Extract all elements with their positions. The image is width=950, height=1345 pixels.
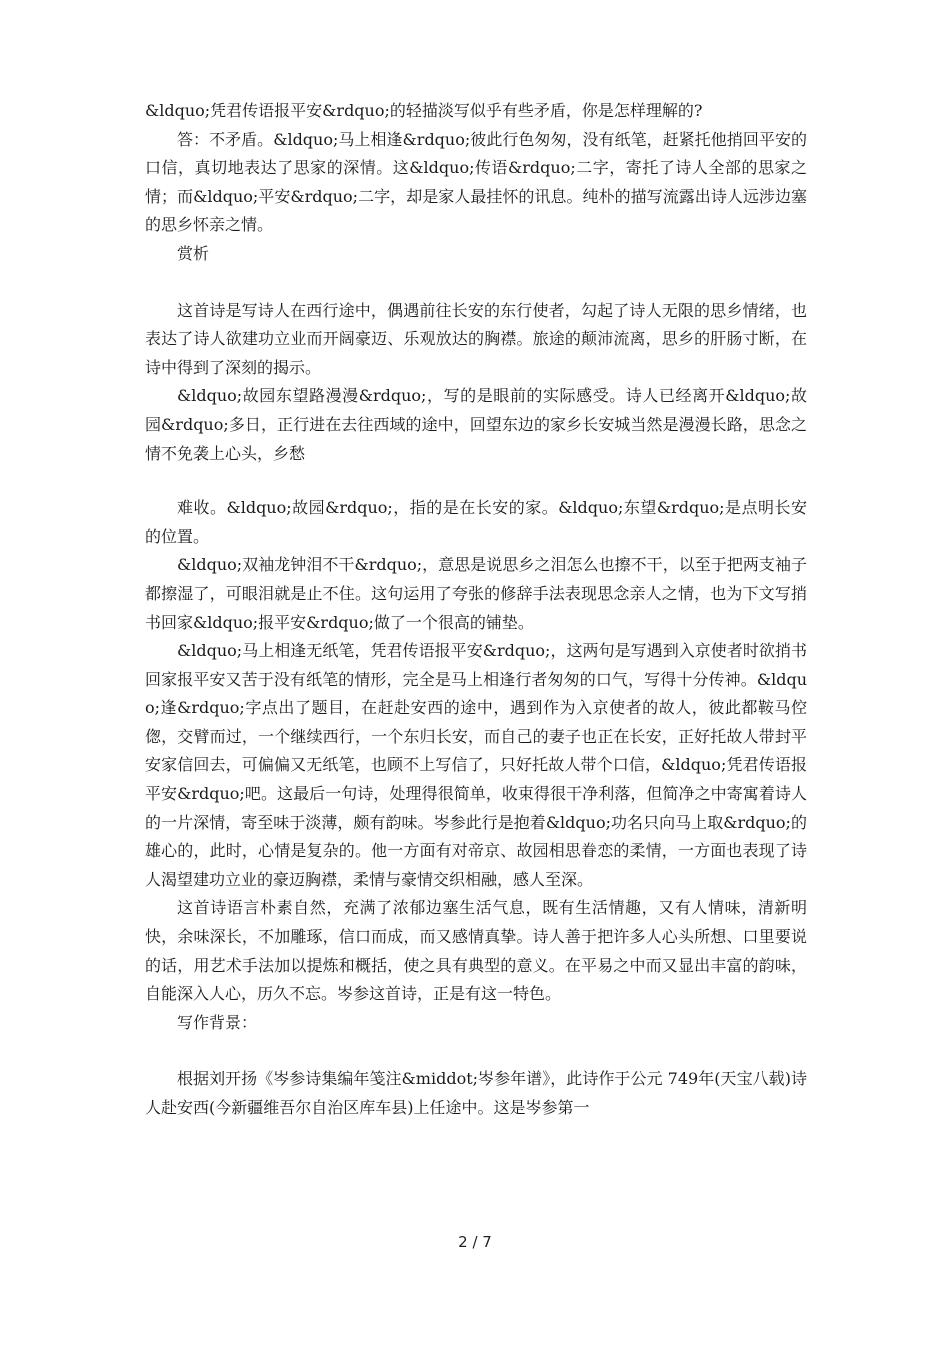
document-body [145,97,807,1123]
section-heading-background: 写作背景： [177,1012,258,1032]
paragraph-background: 根据刘开扬《岑参诗集编年笺注&middot;岑参年谱》，此诗作于公元 749年(天宝八载)诗人赴安西(今新疆维吾尔自治区库车县)上任途中。这是岑参第一 [145,1069,807,1117]
blank-line [145,1037,807,1065]
paragraph-lines-three-four: &ldquo;马上相逢无纸笔，凭君传语报平安&rdquo;，这两句是写遇到入京使者时欲捎书回家报平安又苦于没有纸笔的情形，完全是马上相逢行者匆匆的口气，写得十分传神。&ldquo;逢&rdquo;字点出了题目，在赶赴安西的途中，遇到作为入京使者的故人，彼此都鞍马倥偬，交臂而过，一个继续西行，一个东归长安，而自己的妻子也正在长安，正好托故人带封平安家信回去，可偏偏又无纸笔，也顾不上写信了，只好托故人带个口信，&ldquo;凭君传语报平安&rdquo;吧。这最后一句诗，处理得很简单，收束得很干净利落，但简净之中寄寓着诗人的一片深情，寄至味于淡薄，颇有韵味。岑参此行是抱着&ldquo;功名只向马上取&rdquo;的雄心的，此时，心情是复杂的。他一方面有对帝京、故园相思眷恋的柔情，一方面也表现了诗人渴望建功立业的豪迈胸襟，柔情与豪情交织相融，感人至深。 [145,641,807,889]
blank-line [145,269,807,297]
paragraph-appreciation-intro: 这首诗是写诗人在西行途中，偶遇前往长安的东行使者，勾起了诗人无限的思乡情绪，也表达了诗人欲建功立业而开阔豪迈、乐观放达的胸襟。旅途的颠沛流离，思乡的肝肠寸断，在诗中得到了深刻的揭示。 [145,300,807,377]
blank-line [145,468,807,494]
paragraph-line-one: &ldquo;故园东望路漫漫&rdquo;，写的是眼前的实际感受。诗人已经离开&ldquo;故园&rdquo;多日，正行进在去往西域的途中，回望东边的家乡长安城当然是漫漫长路，思念之情不免袭上心头，乡愁 [145,386,807,463]
paragraph-continuation: 难收。&ldquo;故园&rdquo;，指的是在长安的家。&ldquo;东望&rdquo;是点明长安的位置。 [145,498,807,546]
paragraph-answer: 答：不矛盾。&ldquo;马上相逢&rdquo;彼此行色匆匆，没有纸笔，赶紧托他捎回平安的口信，真切地表达了思家的深情。这&ldquo;传语&rdquo;二字，寄托了诗人全部的思家之情；而&ldquo;平安&rdquo;二字，却是家人最挂怀的讯息。纯朴的描写流露出诗人远涉边塞的思乡怀亲之情。 [145,129,807,235]
section-heading-appreciation: 赏析 [177,243,210,263]
page-number: 2 / 7 [458,1233,492,1251]
paragraph-language: 这首诗语言朴素自然，充满了浓郁边塞生活气息，既有生活情趣，又有人情味，清新明快，余味深长，不加雕琢，信口而成，而又感情真挚。诗人善于把许多人心头所想、口里要说的话，用艺术手法加以提炼和概括，使之具有典型的意义。在平易之中而又显出丰富的韵味，自能深入人心，历久不忘。岑参这首诗，正是有这一特色。 [145,898,807,1004]
paragraph-line-two: &ldquo;双袖龙钟泪不干&rdquo;，意思是说思乡之泪怎么也擦不干，以至于把两支袖子都擦湿了，可眼泪就是止不住。这句运用了夸张的修辞手法表现思念亲人之情，也为下文写捎书回家&ldquo;报平安&rdquo;做了一个很高的铺垫。 [145,555,807,632]
paragraph-question: &ldquo;凭君传语报平安&rdquo;的轻描淡写似乎有些矛盾，你是怎样理解的? [145,101,703,120]
